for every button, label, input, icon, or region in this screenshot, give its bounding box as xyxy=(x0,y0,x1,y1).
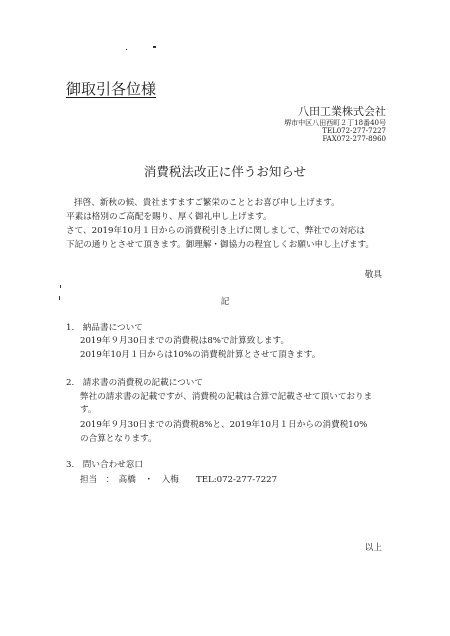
notice-title: 消費税法改正に伴うお知らせ xyxy=(143,164,307,179)
sender-tel: TEL072-277-7227 xyxy=(322,127,386,135)
item-line: の合算となります。 xyxy=(80,434,157,444)
recipient: 御取引各位様 xyxy=(66,80,157,98)
scan-speck xyxy=(60,285,61,288)
greeting-line: 下記の通りとさせて頂きます。御理解・御協力の程宜しくお願い申し上げます。 xyxy=(66,240,375,250)
ki-heading: 記 xyxy=(220,297,230,307)
greeting-line: 拝啓、新秋の候、貴社ますますご繁栄のこととお喜び申し上げます。 xyxy=(74,198,340,208)
item-line: 2019年９月30日までの消費税は8%で計算致します。 xyxy=(80,336,290,346)
item-line: 2019年10月１日からは10%の消費税計算とさせて頂きます。 xyxy=(80,350,321,360)
closing-ijo: 以上 xyxy=(364,543,382,553)
item-heading: 1. 納品書について xyxy=(66,323,143,333)
item-heading: 2. 請求書の消費税の記載について xyxy=(66,378,203,388)
scan-speck xyxy=(126,49,127,50)
contact-line: 担当 ： 高橋 ・ 入梅 TEL:072-277-7227 xyxy=(80,475,278,485)
scan-speck xyxy=(153,46,156,48)
item-line: す。 xyxy=(80,405,97,415)
item-line: 2019年９月30日までの消費税8%と、2019年10月１日からの消費税10% xyxy=(80,420,368,430)
sender-fax: FAX072-277-8960 xyxy=(322,135,386,143)
greeting-line: 平素は格別のご高配を賜り、厚く御礼申し上げます。 xyxy=(66,212,272,222)
sender-address: 堺市中区八田西町２丁18番40号 xyxy=(284,119,386,127)
item-line: 弊社の請求書の記載ですが、消費税の記載は合算で記載させて頂いておりま xyxy=(80,392,373,402)
sender-company: 八田工業株式会社 xyxy=(298,105,386,118)
item-heading: 3. 問い合わせ窓口 xyxy=(66,460,143,470)
closing-keigu: 敬具 xyxy=(364,270,382,280)
greeting-line: さて、2019年10月１日からの消費税引き上げに関しまして、弊社での対応は xyxy=(66,226,365,236)
